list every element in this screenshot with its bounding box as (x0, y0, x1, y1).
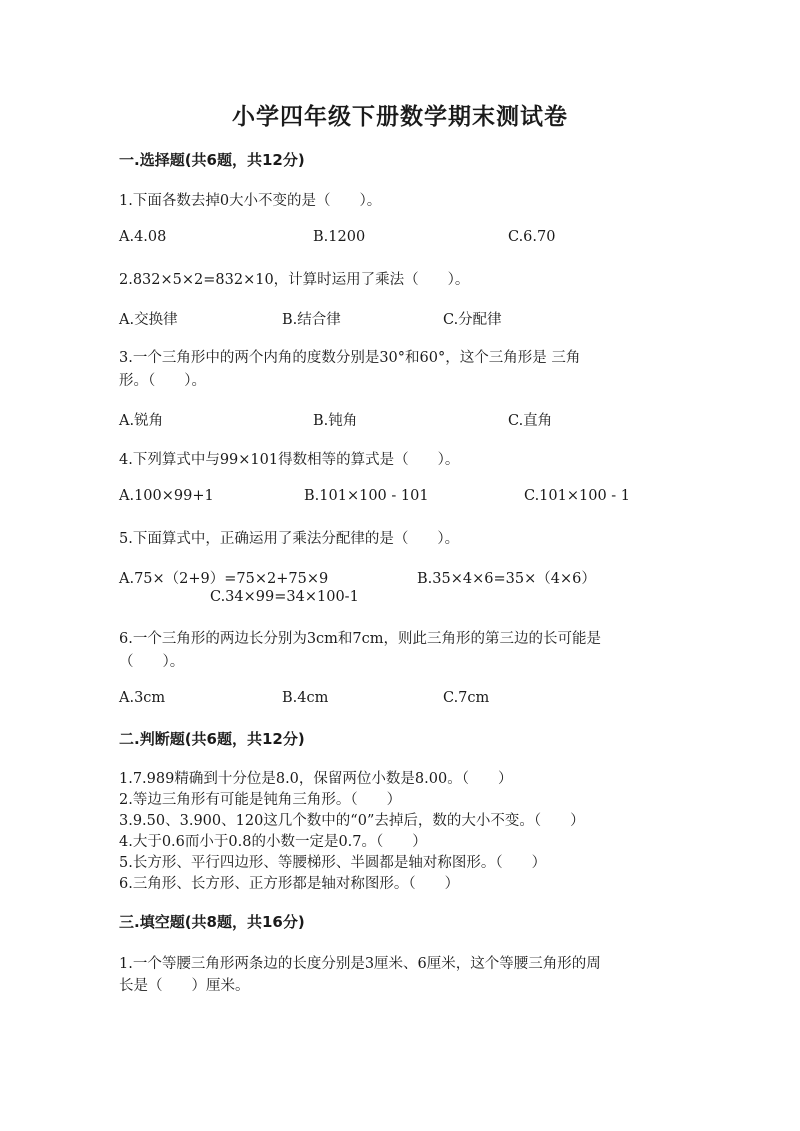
question-3-line1: 3.一个三角形中的两个内角的度数分别是30°和60°，这个三角形是 三角 (119, 350, 581, 366)
section-heading-choice: 一.选择题(共6题，共12分) (119, 151, 305, 169)
option-c: C.101×100 - 1 (524, 488, 631, 504)
option-b: B.1200 (313, 229, 366, 245)
question-1: 1.下面各数去掉0大小不变的是（ ）。 (119, 193, 382, 209)
option-c: C.7cm (443, 690, 490, 706)
option-c: C.直角 (508, 413, 553, 429)
option-a: A.交换律 (119, 312, 178, 328)
list-item: 4.大于0.6而小于0.8的小数一定是0.7。（ ） (119, 834, 427, 850)
question-6-line2: （ ）。 (119, 654, 185, 670)
option-a: A.锐角 (119, 413, 164, 429)
option-b: B.101×100 - 101 (304, 488, 429, 504)
section-heading-fill-blank: 三.填空题(共8题，共16分) (119, 913, 305, 931)
list-item: 3.9.50、3.900、120这几个数中的“0”去掉后，数的大小不变。（ ） (119, 813, 585, 829)
option-c: C.34×99=34×100-1 (210, 589, 359, 605)
question-4: 4.下列算式中与99×101得数相等的算式是（ ）。 (119, 452, 460, 468)
question-fill-1-line2: 长是（ ）厘米。 (119, 978, 250, 994)
question-5: 5.下面算式中，正确运用了乘法分配律的是（ ）。 (119, 531, 460, 547)
option-c: C.6.70 (508, 229, 556, 245)
option-a: A.100×99+1 (119, 488, 214, 504)
list-item: 1.7.989精确到十分位是8.0，保留两位小数是8.00。（ ） (119, 771, 513, 787)
option-b: B.4cm (282, 690, 329, 706)
option-c: C.分配律 (443, 312, 502, 328)
list-item: 6.三角形、长方形、正方形都是轴对称图形。（ ） (119, 876, 460, 892)
list-item: 2.等边三角形有可能是钝角三角形。（ ） (119, 792, 402, 808)
option-b: B.35×4×6=35×（4×6） (417, 571, 596, 587)
question-3-line2: 形。（ ）。 (119, 373, 206, 389)
option-a: A.4.08 (119, 229, 167, 245)
question-6-line1: 6.一个三角形的两边长分别为3cm和7cm，则此三角形的第三边的长可能是 (119, 631, 602, 647)
option-a: A.3cm (119, 690, 166, 706)
option-b: B.钝角 (313, 413, 358, 429)
question-2: 2.832×5×2=832×10，计算时运用了乘法（ ）。 (119, 272, 470, 288)
option-a: A.75×（2+9）=75×2+75×9 (119, 571, 329, 587)
page-title: 小学四年级下册数学期末测试卷 (232, 103, 568, 130)
section-heading-true-false: 二.判断题(共6题，共12分) (119, 730, 305, 748)
list-item: 5.长方形、平行四边形、等腰梯形、半圆都是轴对称图形。（ ） (119, 855, 547, 871)
option-b: B.结合律 (282, 312, 341, 328)
question-fill-1-line1: 1.一个等腰三角形两条边的长度分别是3厘米、6厘米，这个等腰三角形的周 (119, 956, 601, 972)
